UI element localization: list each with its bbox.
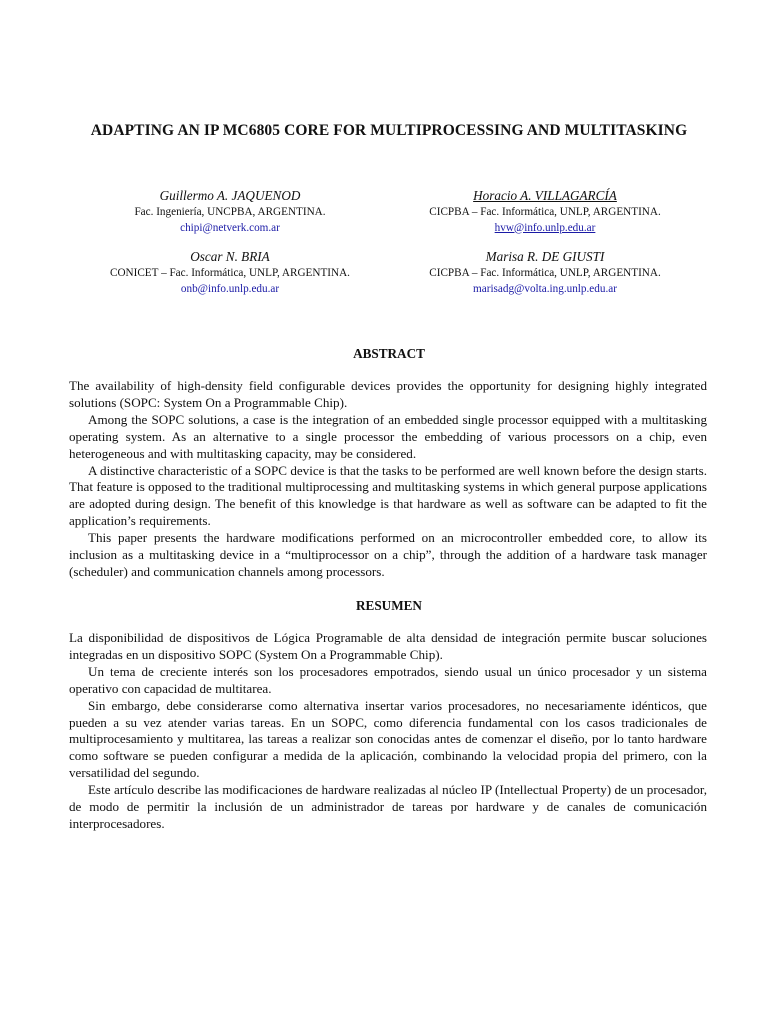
author-block-1: [75, 187, 385, 236]
author-name: Oscar N. BRIA: [190, 249, 270, 264]
abstract-body: [69, 378, 707, 581]
resumen-body: [69, 630, 707, 833]
abstract-heading: ABSTRACT: [353, 346, 425, 361]
author-email-link[interactable]: marisadg@volta.ing.unlp.edu.ar: [473, 282, 617, 295]
author-email-link[interactable]: chipi@netverk.com.ar: [180, 221, 280, 234]
paper-title: ADAPTING AN IP MC6805 CORE FOR MULTIPROCESSING AND MULTITASKING: [90, 122, 688, 139]
author-email-link[interactable]: onb@info.unlp.edu.ar: [180, 282, 280, 295]
resumen-heading: RESUMEN: [356, 598, 422, 613]
author-affiliation: CONICET – Fac. Informática, UNLP, ARGENTINA.: [110, 267, 350, 279]
author-affiliation: CICPBA – Fac. Informática, UNLP, ARGENTINA.: [429, 267, 661, 279]
abstract-paragraph: A distinctive characteristic of a SOPC device is that the tasks to be performed are well known before the design starts. That feature is opposed to the traditional multiprocessing and multitasking systems in which general purpose applications are adopted during design. The benefit of this knowledge is that hardware as well as software can be adapted to fit the application’s requirements.: [69, 462, 707, 529]
abstract-paragraph: Among the SOPC solutions, a case is the integration of an embedded single processor equipped with a multitasking operating system. As an alternative to a single processor the embedding of various processors on a chip, even heterogeneous and with multitasking capacity, may be considered.: [69, 411, 707, 461]
resumen-paragraph: La disponibilidad de dispositivos de Lógica Programable de alta densidad de integración permite buscar soluciones integradas en un dispositivo SOPC (System On a Programmable Chip).: [69, 630, 707, 662]
author-email-link[interactable]: hvw@info.unlp.edu.ar: [494, 221, 596, 234]
author-name: Guillermo A. JAQUENOD: [159, 188, 301, 203]
author-affiliation: Fac. Ingeniería, UNCPBA, ARGENTINA.: [134, 206, 326, 218]
author-block-4: [390, 248, 700, 297]
author-name: Horacio A. VILLAGARCÍA: [473, 188, 617, 203]
author-name: Marisa R. DE GIUSTI: [485, 249, 605, 264]
author-block-3: [75, 248, 385, 297]
resumen-paragraph: Este artículo describe las modificaciones de hardware realizadas al núcleo IP (Intellectual Property) de un procesador, de modo de permitir la inclusión de un administrador de tareas por hardware y de canales de comunicación interprocesadores.: [69, 782, 707, 831]
author-affiliation: CICPBA – Fac. Informática, UNLP, ARGENTINA.: [429, 206, 661, 218]
resumen-paragraph: Un tema de creciente interés son los procesadores empotrados, siendo usual un único procesador y un sistema operativo con capacidad de multitarea.: [69, 663, 707, 696]
abstract-paragraph: The availability of high-density field configurable devices provides the opportunity for designing highly integrated solutions (SOPC: System On a Programmable Chip).: [69, 378, 707, 410]
author-block-2: [390, 187, 700, 236]
resumen-paragraph: Sin embargo, debe considerarse como alternativa insertar varios procesadores, no necesariamente idénticos, que pueden a su vez atender varias tareas. En un SOPC, como diferencia fundamental con los casos tradicionales de multiprocesamiento y multitarea, las tareas a realizar son conocidas antes de comenzar el diseño, por lo tanto hardware como software se pueden configurar a medida de la aplicación, combinando la velocidad propia del primero, con la versatilidad del segundo.: [69, 697, 707, 781]
abstract-paragraph: This paper presents the hardware modifications performed on an microcontroller embedded core, to allow its inclusion as a multitasking device in a “multiprocessor on a chip”, through the addition of a hardware task manager (scheduler) and communication channels among processors.: [69, 530, 707, 579]
